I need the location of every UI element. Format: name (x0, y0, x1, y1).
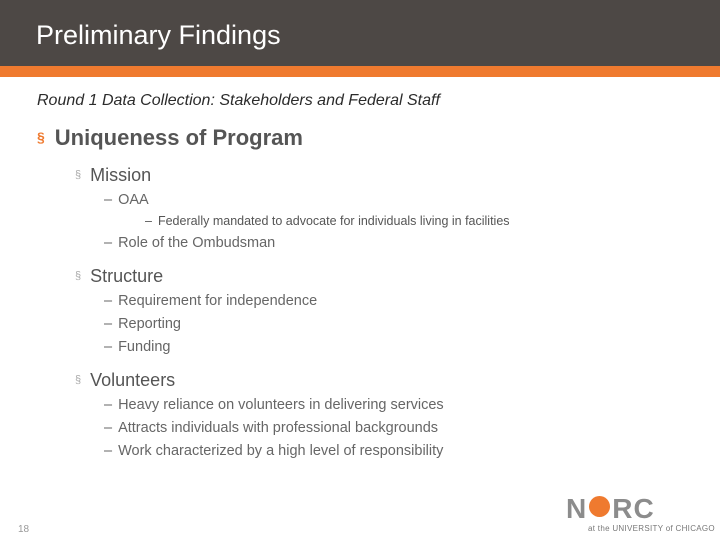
list-item (104, 293, 317, 309)
square-bullet-icon: § (75, 374, 82, 386)
section-mission (75, 165, 151, 186)
section-label: Volunteers (90, 370, 176, 390)
list-item-text: OAA (118, 192, 149, 208)
list-item (104, 316, 181, 332)
square-bullet-icon: § (75, 270, 82, 282)
logo-wordmark (566, 495, 716, 523)
list-item (104, 443, 443, 459)
list-item-text: Reporting (118, 316, 181, 332)
main-point (37, 125, 303, 151)
list-item (104, 420, 438, 436)
dash-bullet: – (104, 443, 113, 459)
section-volunteers (75, 370, 175, 391)
header-bar (0, 0, 720, 66)
page-number: 18 (18, 524, 30, 535)
main-point-label: Uniqueness of Program (54, 125, 303, 150)
list-item-text: Attracts individuals with professional backgrounds (118, 420, 439, 436)
dash-bullet: – (104, 316, 113, 332)
logo-text-left: N (566, 493, 588, 524)
slide-title: Preliminary Findings (36, 20, 281, 50)
list-item-text: Role of the Ombudsman (118, 235, 276, 251)
list-item-text: Federally mandated to advocate for individuals living in facilities (157, 214, 510, 228)
list-item (104, 397, 444, 413)
list-item-text: Requirement for independence (118, 293, 318, 309)
list-item (145, 214, 510, 228)
dash-bullet: – (104, 339, 113, 355)
dash-bullet: – (104, 192, 113, 208)
logo-orange-circle-icon (589, 496, 610, 517)
square-bullet-icon: § (75, 169, 82, 181)
dash-bullet: – (104, 235, 113, 251)
list-item (104, 235, 275, 251)
section-label: Structure (90, 266, 164, 286)
list-item (104, 192, 149, 208)
logo-text-right: RC (612, 493, 655, 524)
accent-bar (0, 66, 720, 77)
list-item-text: Heavy reliance on volunteers in delivering services (118, 397, 444, 413)
slide-subtitle: Round 1 Data Collection: Stakeholders and Federal Staff (37, 92, 440, 109)
dash-bullet: – (145, 214, 152, 228)
list-item-text: Work characterized by a high level of responsibility (118, 443, 444, 459)
norc-logo (566, 495, 716, 537)
list-item (104, 339, 170, 355)
list-item-text: Funding (118, 339, 171, 355)
section-structure (75, 266, 163, 287)
dash-bullet: – (104, 420, 113, 436)
section-label: Mission (90, 165, 152, 185)
dash-bullet: – (104, 293, 113, 309)
logo-subtext: at the UNIVERSITY of CHICAGO (588, 524, 715, 533)
square-bullet-icon: § (37, 129, 45, 145)
dash-bullet: – (104, 397, 113, 413)
